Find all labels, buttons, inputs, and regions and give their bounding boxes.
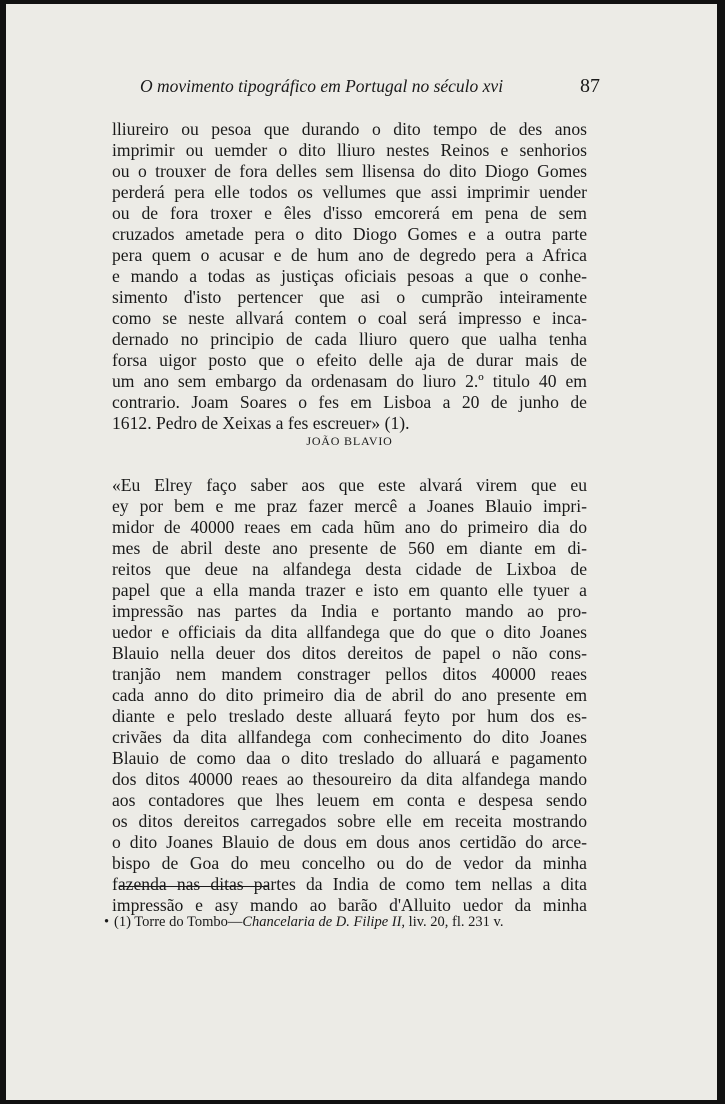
footnote-source: Torre do Tombo: [134, 914, 228, 930]
text-line: midor de 40000 reaes em cada hũm ano do primeiro dia do: [112, 517, 587, 537]
text-line: imprimir ou uemder o dito lliuro nestes Reinos e senhorios: [112, 140, 587, 160]
text-line: crivães da dita allfandega com conhecimento do dito Joanes: [112, 727, 587, 747]
footnote-reference: liv. 20, fl. 231 v.: [408, 914, 504, 930]
text-line: ou o trouxer de fora delles sem llisensa do dito Diogo Gomes: [112, 161, 587, 181]
running-title: O movimento tipográfico em Portugal no século xvi: [140, 76, 504, 96]
footnote-marker: •: [104, 914, 110, 930]
footnote-number: (1): [114, 914, 131, 930]
running-header: [140, 74, 600, 98]
footnote-rule: [120, 886, 268, 887]
text-line: perderá pera elle todos os vellumes que assi imprimir uender: [112, 182, 587, 202]
text-line: 1612. Pedro de Xeixas a fes escreuer» (1).: [112, 413, 410, 433]
text-line: fazenda nas ditas partes da India de como tem nellas a dita: [112, 874, 587, 894]
text-line: ey por bem e me praz fazer mercê a Joanes Blauio impri-: [112, 496, 587, 516]
text-line: simento d'isto pertencer que asi o cumprão inteiramente: [112, 287, 587, 307]
text-line: cruzados ametade pera o dito Diogo Gomes e a outra parte: [112, 224, 587, 244]
text-line: forsa uigor posto que o efeito delle aja de durar mais de: [112, 350, 587, 370]
text-line: Blauio de como daa o dito treslado do alluará e pagamento: [112, 748, 587, 768]
text-line: o dito Joanes Blauio de dous em dous anos certidão do arce-: [112, 832, 587, 852]
text-line: reitos que deue na alfandega desta cidade de Lixboa de: [112, 559, 587, 579]
text-line: cada anno do dito primeiro dia de abril do ano presente em: [112, 685, 587, 705]
text-line: dos ditos 40000 reaes ao thesoureiro da dita alfandega mando: [112, 769, 587, 789]
text-line: ou de fora troxer e êles d'isso emcorerá em pena de sem: [112, 203, 587, 223]
text-line: Blauio nella deuer dos ditos dereitos de papel o não cons-: [112, 643, 587, 663]
footnote-dash: —: [227, 914, 243, 930]
page-number: 87: [580, 75, 600, 97]
text-line: contrario. Joam Soares o fes em Lisboa a 20 de junho de: [112, 392, 587, 412]
text-line: diante e pelo treslado deste alluará feyto por hum dos es-: [112, 706, 587, 726]
text-line: tranjão nem mandem constrager pellos ditos 40000 reaes: [112, 664, 587, 684]
footnote: [104, 912, 589, 932]
text-line: impressão e asy mando ao barão d'Alluito uedor da minha: [112, 895, 587, 915]
text-line: os ditos dereitos carregados sobre elle em receita mostrando: [112, 811, 587, 831]
text-line: mes de abril deste ano presente de 560 em diante em di-: [112, 538, 587, 558]
book-page: [6, 4, 717, 1100]
text-line: como se neste allvará contem o coal será impresso e inca-: [112, 308, 587, 328]
text-line: papel que a ella manda trazer e isto em quanto elle tyuer a: [112, 580, 587, 600]
footnote-title: Chancelaria de D. Filipe II,: [242, 914, 406, 930]
text-line: «Eu Elrey faço saber aos que este alvará virem que eu: [112, 475, 587, 495]
text-line: um ano sem embargo da ordenasam do liuro 2.º titulo 40 em: [112, 371, 587, 391]
text-line: uedor e officiais da dita allfandega que do que o dito Joanes: [112, 622, 587, 642]
text-line: e mando a todas as justiças oficiais pesoas a que o conhe-: [112, 266, 587, 286]
text-line: impressão nas partes da India e portanto mando ao pro-: [112, 601, 587, 621]
text-line: pera quem o acusar e de hum ano de degredo pera a Africa: [112, 245, 587, 265]
text-line: bispo de Goa do meu concelho ou do de vedor da minha: [112, 853, 587, 873]
text-line: dernado no principio de cada lliuro quero que ualha tenha: [112, 329, 587, 349]
text-line: aos contadores que lhes leuem em conta e despesa sendo: [112, 790, 587, 810]
text-line: lliureiro ou pesoa que durando o dito tempo de des anos: [112, 119, 587, 139]
section-title: JOÃO BLAVIO: [306, 434, 393, 448]
